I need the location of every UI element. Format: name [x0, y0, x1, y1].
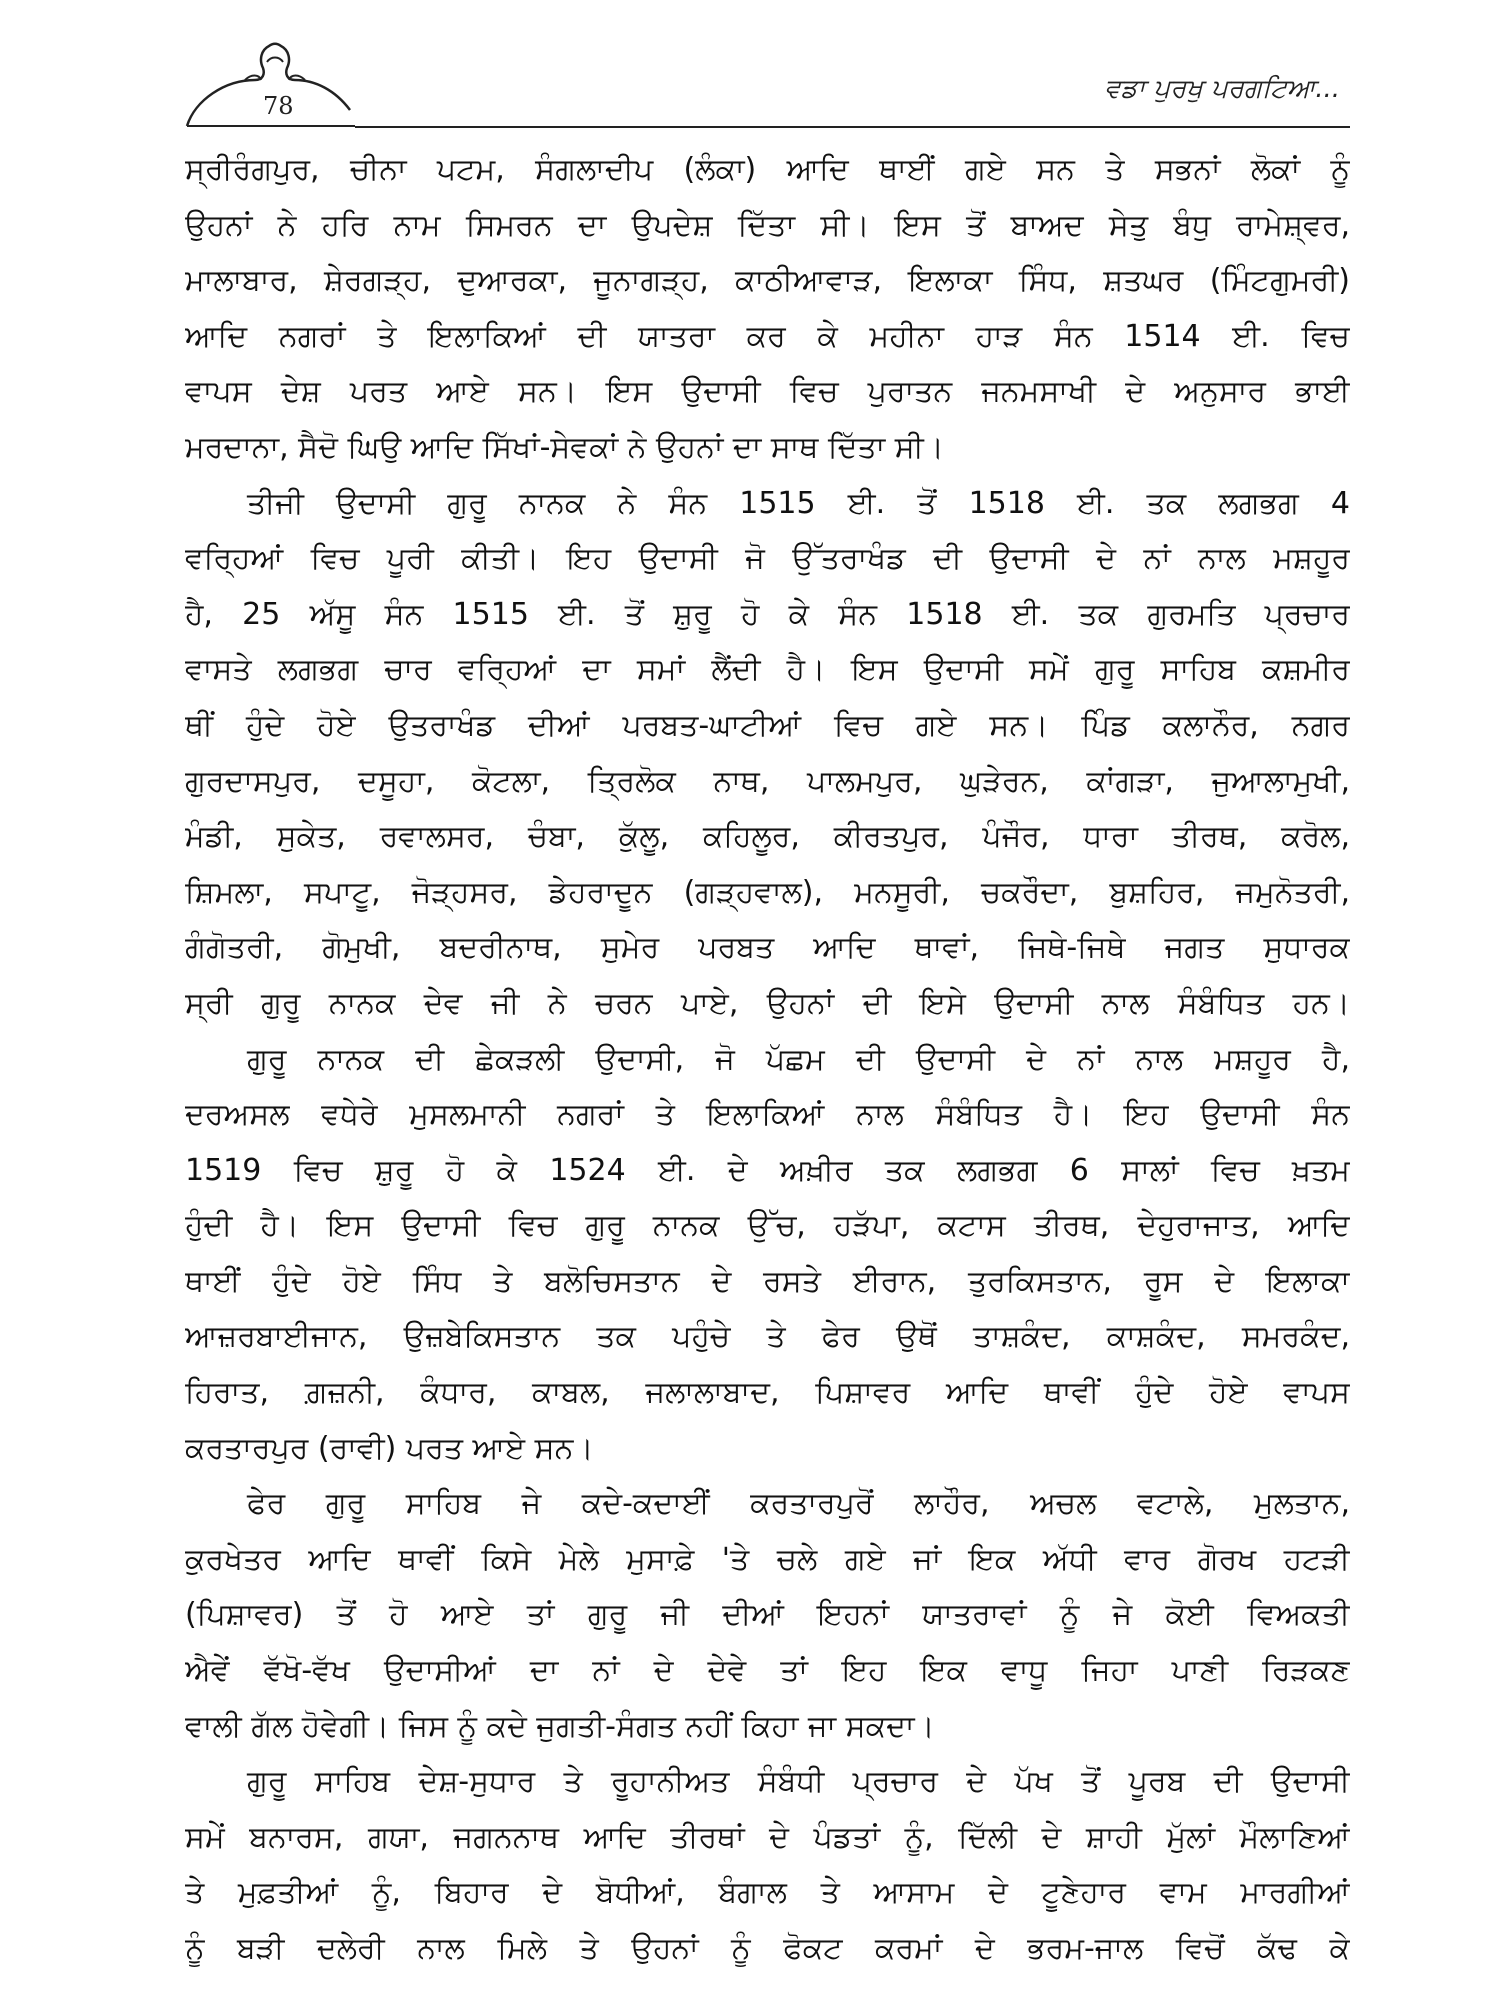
- text-line: ਵਾਪਸ ਦੇਸ਼ ਪਰਤ ਆਏ ਸਨ। ਇਸ ਉਦਾਸੀ ਵਿਚ ਪੁਰਾਤਨ ਜਨਮਸਾਖੀ ਦੇ ਅਨੁਸਾਰ ਭਾਈ: [185, 374, 1350, 410]
- text-line: ਵਾਲੀ ਗੱਲ ਹੋਵੇਗੀ। ਜਿਸ ਨੂੰ ਕਦੇ ਜੁਗਤੀ-ਸੰਗਤ ਨਹੀਂ ਕਿਹਾ ਜਾ ਸਕਦਾ।: [185, 1708, 935, 1744]
- text-line: ਵਰ੍ਹਿਆਂ ਵਿਚ ਪੂਰੀ ਕੀਤੀ। ਇਹ ਉਦਾਸੀ ਜੋ ਉੱਤਰਾਖੰਡ ਦੀ ਉਦਾਸੀ ਦੇ ਨਾਂ ਨਾਲ ਮਸ਼ਹੂਰ: [185, 541, 1350, 577]
- text-line: ਮਾਲਾਬਾਰ, ਸ਼ੇਰਗੜ੍ਹ, ਦੁਆਰਕਾ, ਜੂਨਾਗੜ੍ਹ, ਕਾਠੀਆਵਾੜ, ਇਲਾਕਾ ਸਿੰਧ, ਸ਼ਤਘਰ (ਮਿੰਟਗੁਮਰੀ): [185, 263, 1350, 299]
- text-line: ਸਮੇਂ ਬਨਾਰਸ, ਗਯਾ, ਜਗਨਨਾਥ ਆਦਿ ਤੀਰਥਾਂ ਦੇ ਪੰਡਤਾਂ ਨੂੰ, ਦਿੱਲੀ ਦੇ ਸ਼ਾਹੀ ਮੁੱਲਾਂ ਮੌਲਾਣਿਆਂ: [185, 1819, 1350, 1855]
- text-line: ਤੇ ਮੁਫ਼ਤੀਆਂ ਨੂੰ, ਬਿਹਾਰ ਦੇ ਬੋਧੀਆਂ, ਬੰਗਾਲ ਤੇ ਆਸਾਮ ਦੇ ਟੂਣੇਹਾਰ ਵਾਮ ਮਾਰਗੀਆਂ: [185, 1875, 1350, 1911]
- body-text: [185, 142, 1350, 1977]
- text-line: (ਪਿਸ਼ਾਵਰ) ਤੋਂ ਹੋ ਆਏ ਤਾਂ ਗੁਰੂ ਜੀ ਦੀਆਂ ਇਹਨਾਂ ਯਾਤਰਾਵਾਂ ਨੂੰ ਜੇ ਕੋਈ ਵਿਅਕਤੀ: [185, 1597, 1350, 1633]
- text-line: ਆਦਿ ਨਗਰਾਂ ਤੇ ਇਲਾਕਿਆਂ ਦੀ ਯਾਤਰਾ ਕਰ ਕੇ ਮਹੀਨਾ ਹਾੜ ਸੰਨ 1514 ਈ. ਵਿਚ: [185, 318, 1350, 354]
- text-line: ਥੀਂ ਹੁੰਦੇ ਹੋਏ ਉਤਰਾਖੰਡ ਦੀਆਂ ਪਰਬਤ-ਘਾਟੀਆਂ ਵਿਚ ਗਏ ਸਨ। ਪਿੰਡ ਕਲਾਨੌਰ, ਨਗਰ: [185, 707, 1350, 743]
- text-line: ਕਰਤਾਰਪੁਰ (ਰਾਵੀ) ਪਰਤ ਆਏ ਸਨ।: [185, 1430, 594, 1466]
- text-line: 1519 ਵਿਚ ਸ਼ੁਰੂ ਹੋ ਕੇ 1524 ਈ. ਦੇ ਅਖ਼ੀਰ ਤਕ ਲਗਭਗ 6 ਸਾਲਾਂ ਵਿਚ ਖ਼ਤਮ: [185, 1152, 1350, 1188]
- text-line: ਸ੍ਰੀਰੰਗਪੁਰ, ਚੀਨਾ ਪਟਮ, ਸੰਗਲਾਦੀਪ (ਲੰਕਾ) ਆਦਿ ਥਾਈਂ ਗਏ ਸਨ ਤੇ ਸਭਨਾਂ ਲੋਕਾਂ ਨੂੰ: [185, 152, 1350, 187]
- text-line: ਗੰਗੋਤਰੀ, ਗੋਮੁਖੀ, ਬਦਰੀਨਾਥ, ਸੁਮੇਰ ਪਰਬਤ ਆਦਿ ਥਾਵਾਂ, ਜਿਥੇ-ਜਿਥੇ ਜਗਤ ਸੁਧਾਰਕ: [185, 930, 1350, 966]
- text-line: ਫੇਰ ਗੁਰੂ ਸਾਹਿਬ ਜੇ ਕਦੇ-ਕਦਾਈਂ ਕਰਤਾਰਪੁਰੋਂ ਲਾਹੌਰ, ਅਚਲ ਵਟਾਲੇ, ਮੁਲਤਾਨ,: [247, 1486, 1350, 1522]
- text-line: ਆਜ਼ਰਬਾਈਜਾਨ, ਉਜ਼ਬੇਕਿਸਤਾਨ ਤਕ ਪਹੁੰਚੇ ਤੇ ਫੇਰ ਉਥੋਂ ਤਾਸ਼ਕੰਦ, ਕਾਸ਼ਕੰਦ, ਸਮਰਕੰਦ,: [185, 1319, 1350, 1355]
- text-line: ਥਾਈਂ ਹੁੰਦੇ ਹੋਏ ਸਿੰਧ ਤੇ ਬਲੋਚਿਸਤਾਨ ਦੇ ਰਸਤੇ ਈਰਾਨ, ਤੁਰਕਿਸਤਾਨ, ਰੂਸ ਦੇ ਇਲਾਕਾ: [185, 1263, 1350, 1299]
- text-line: ਨੂੰ ਬੜੀ ਦਲੇਰੀ ਨਾਲ ਮਿਲੇ ਤੇ ਉਹਨਾਂ ਨੂੰ ਫੋਕਟ ਕਰਮਾਂ ਦੇ ਭਰਮ-ਜਾਲ ਵਿਚੋਂ ਕੱਢ ਕੇ: [185, 1931, 1350, 1966]
- text-line: ਮੰਡੀ, ਸੁਕੇਤ, ਰਵਾਲਸਰ, ਚੰਬਾ, ਕੁੱਲੂ, ਕਹਿਲੂਰ, ਕੀਰਤਪੁਰ, ਪੰਜੌਰ, ਧਾਰਾ ਤੀਰਥ, ਕਰੋਲ,: [185, 819, 1350, 855]
- header-rule: [355, 126, 1350, 128]
- running-title: ਵਡਾ ਪੁਰਖੁ ਪਰਗਟਿਆ...: [1104, 74, 1340, 104]
- text-line: ਗੁਰੂ ਨਾਨਕ ਦੀ ਛੇਕੜਲੀ ਉਦਾਸੀ, ਜੋ ਪੱਛਮ ਦੀ ਉਦਾਸੀ ਦੇ ਨਾਂ ਨਾਲ ਮਸ਼ਹੂਰ ਹੈ,: [247, 1041, 1350, 1077]
- text-line: ਕੁਰਖੇਤਰ ਆਦਿ ਥਾਵੀਂ ਕਿਸੇ ਮੇਲੇ ਮੁਸਾਫ਼ੇ 'ਤੇ ਚਲੇ ਗਏ ਜਾਂ ਇਕ ਅੱਧੀ ਵਾਰ ਗੋਰਖ ਹਟੜੀ: [185, 1541, 1350, 1577]
- text-line: ਗੁਰੂ ਸਾਹਿਬ ਦੇਸ਼-ਸੁਧਾਰ ਤੇ ਰੂਹਾਨੀਅਤ ਸੰਬੰਧੀ ਪ੍ਰਚਾਰ ਦੇ ਪੱਖ ਤੋਂ ਪੂਰਬ ਦੀ ਉਦਾਸੀ: [247, 1764, 1350, 1800]
- text-line: ਤੀਜੀ ਉਦਾਸੀ ਗੁਰੂ ਨਾਨਕ ਨੇ ਸੰਨ 1515 ਈ. ਤੋਂ 1518 ਈ. ਤਕ ਲਗਭਗ 4: [247, 485, 1350, 521]
- page-header: [185, 40, 1350, 130]
- text-line: ਹੈ, 25 ਅੱਸੂ ਸੰਨ 1515 ਈ. ਤੋਂ ਸ਼ੁਰੂ ਹੋ ਕੇ ਸੰਨ 1518 ਈ. ਤਕ ਗੁਰਮਤਿ ਪ੍ਰਚਾਰ: [185, 596, 1350, 632]
- text-line: ਹਿਰਾਤ, ਗ਼ਜ਼ਨੀ, ਕੰਧਾਰ, ਕਾਬਲ, ਜਲਾਲਾਬਾਦ, ਪਿਸ਼ਾਵਰ ਆਦਿ ਥਾਵੀਂ ਹੁੰਦੇ ਹੋਏ ਵਾਪਸ: [185, 1375, 1350, 1411]
- text-line: ਦਰਅਸਲ ਵਧੇਰੇ ਮੁਸਲਮਾਨੀ ਨਗਰਾਂ ਤੇ ਇਲਾਕਿਆਂ ਨਾਲ ਸੰਬੰਧਿਤ ਹੈ। ਇਹ ਉਦਾਸੀ ਸੰਨ: [185, 1097, 1350, 1133]
- text-line: ਹੁੰਦੀ ਹੈ। ਇਸ ਉਦਾਸੀ ਵਿਚ ਗੁਰੂ ਨਾਨਕ ਉੱਚ, ਹੜੱਪਾ, ਕਟਾਸ ਤੀਰਥ, ਦੇਹੁਰਾਜਾਤ, ਆਦਿ: [185, 1208, 1350, 1244]
- text-line: ਉਹਨਾਂ ਨੇ ਹਰਿ ਨਾਮ ਸਿਮਰਨ ਦਾ ਉਪਦੇਸ਼ ਦਿੱਤਾ ਸੀ। ਇਸ ਤੋਂ ਬਾਅਦ ਸੇਤੁ ਬੰਧੁ ਰਾਮੇਸ਼੍ਵਰ,: [185, 207, 1350, 243]
- text-line: ਸ੍ਰੀ ਗੁਰੂ ਨਾਨਕ ਦੇਵ ਜੀ ਨੇ ਚਰਨ ਪਾਏ, ਉਹਨਾਂ ਦੀ ਇਸੇ ਉਦਾਸੀ ਨਾਲ ਸੰਬੰਧਿਤ ਹਨ।: [185, 985, 1350, 1021]
- text-line: ਸ਼ਿਮਲਾ, ਸਪਾਟੂ, ਜੋੜ੍ਹਸਰ, ਡੇਹਰਾਦੂਨ (ਗੜ੍ਹਵਾਲ), ਮਨਸੂਰੀ, ਚਕਰੌਦਾ, ਬੁਸ਼ਹਿਰ, ਜਮੁਨੋਤਰੀ,: [185, 874, 1350, 910]
- text-line: ਮਰਦਾਨਾ, ਸੈਦੋ ਘਿਉ ਆਦਿ ਸਿੱਖਾਂ-ਸੇਵਕਾਂ ਨੇ ਉਹਨਾਂ ਦਾ ਸਾਥ ਦਿੱਤਾ ਸੀ।: [185, 429, 945, 465]
- page-number: 78: [263, 92, 294, 120]
- text-line: ਗੁਰਦਾਸਪੁਰ, ਦਸੂਹਾ, ਕੋਟਲਾ, ਤ੍ਰਿਲੋਕ ਨਾਥ, ਪਾਲਮਪੁਰ, ਘੁੜੇਰਨ, ਕਾਂਗੜਾ, ਜੁਆਲਾਮੁਖੀ,: [185, 763, 1350, 799]
- text-line: ਐਵੇਂ ਵੱਖੋ-ਵੱਖ ਉਦਾਸੀਆਂ ਦਾ ਨਾਂ ਦੇ ਦੇਵੇ ਤਾਂ ਇਹ ਇਕ ਵਾਧੂ ਜਿਹਾ ਪਾਣੀ ਰਿੜਕਣ: [185, 1653, 1350, 1689]
- text-line: ਵਾਸਤੇ ਲਗਭਗ ਚਾਰ ਵਰ੍ਹਿਆਂ ਦਾ ਸਮਾਂ ਲੈਂਦੀ ਹੈ। ਇਸ ਉਦਾਸੀ ਸਮੇਂ ਗੁਰੂ ਸਾਹਿਬ ਕਸ਼ਮੀਰ: [185, 652, 1350, 688]
